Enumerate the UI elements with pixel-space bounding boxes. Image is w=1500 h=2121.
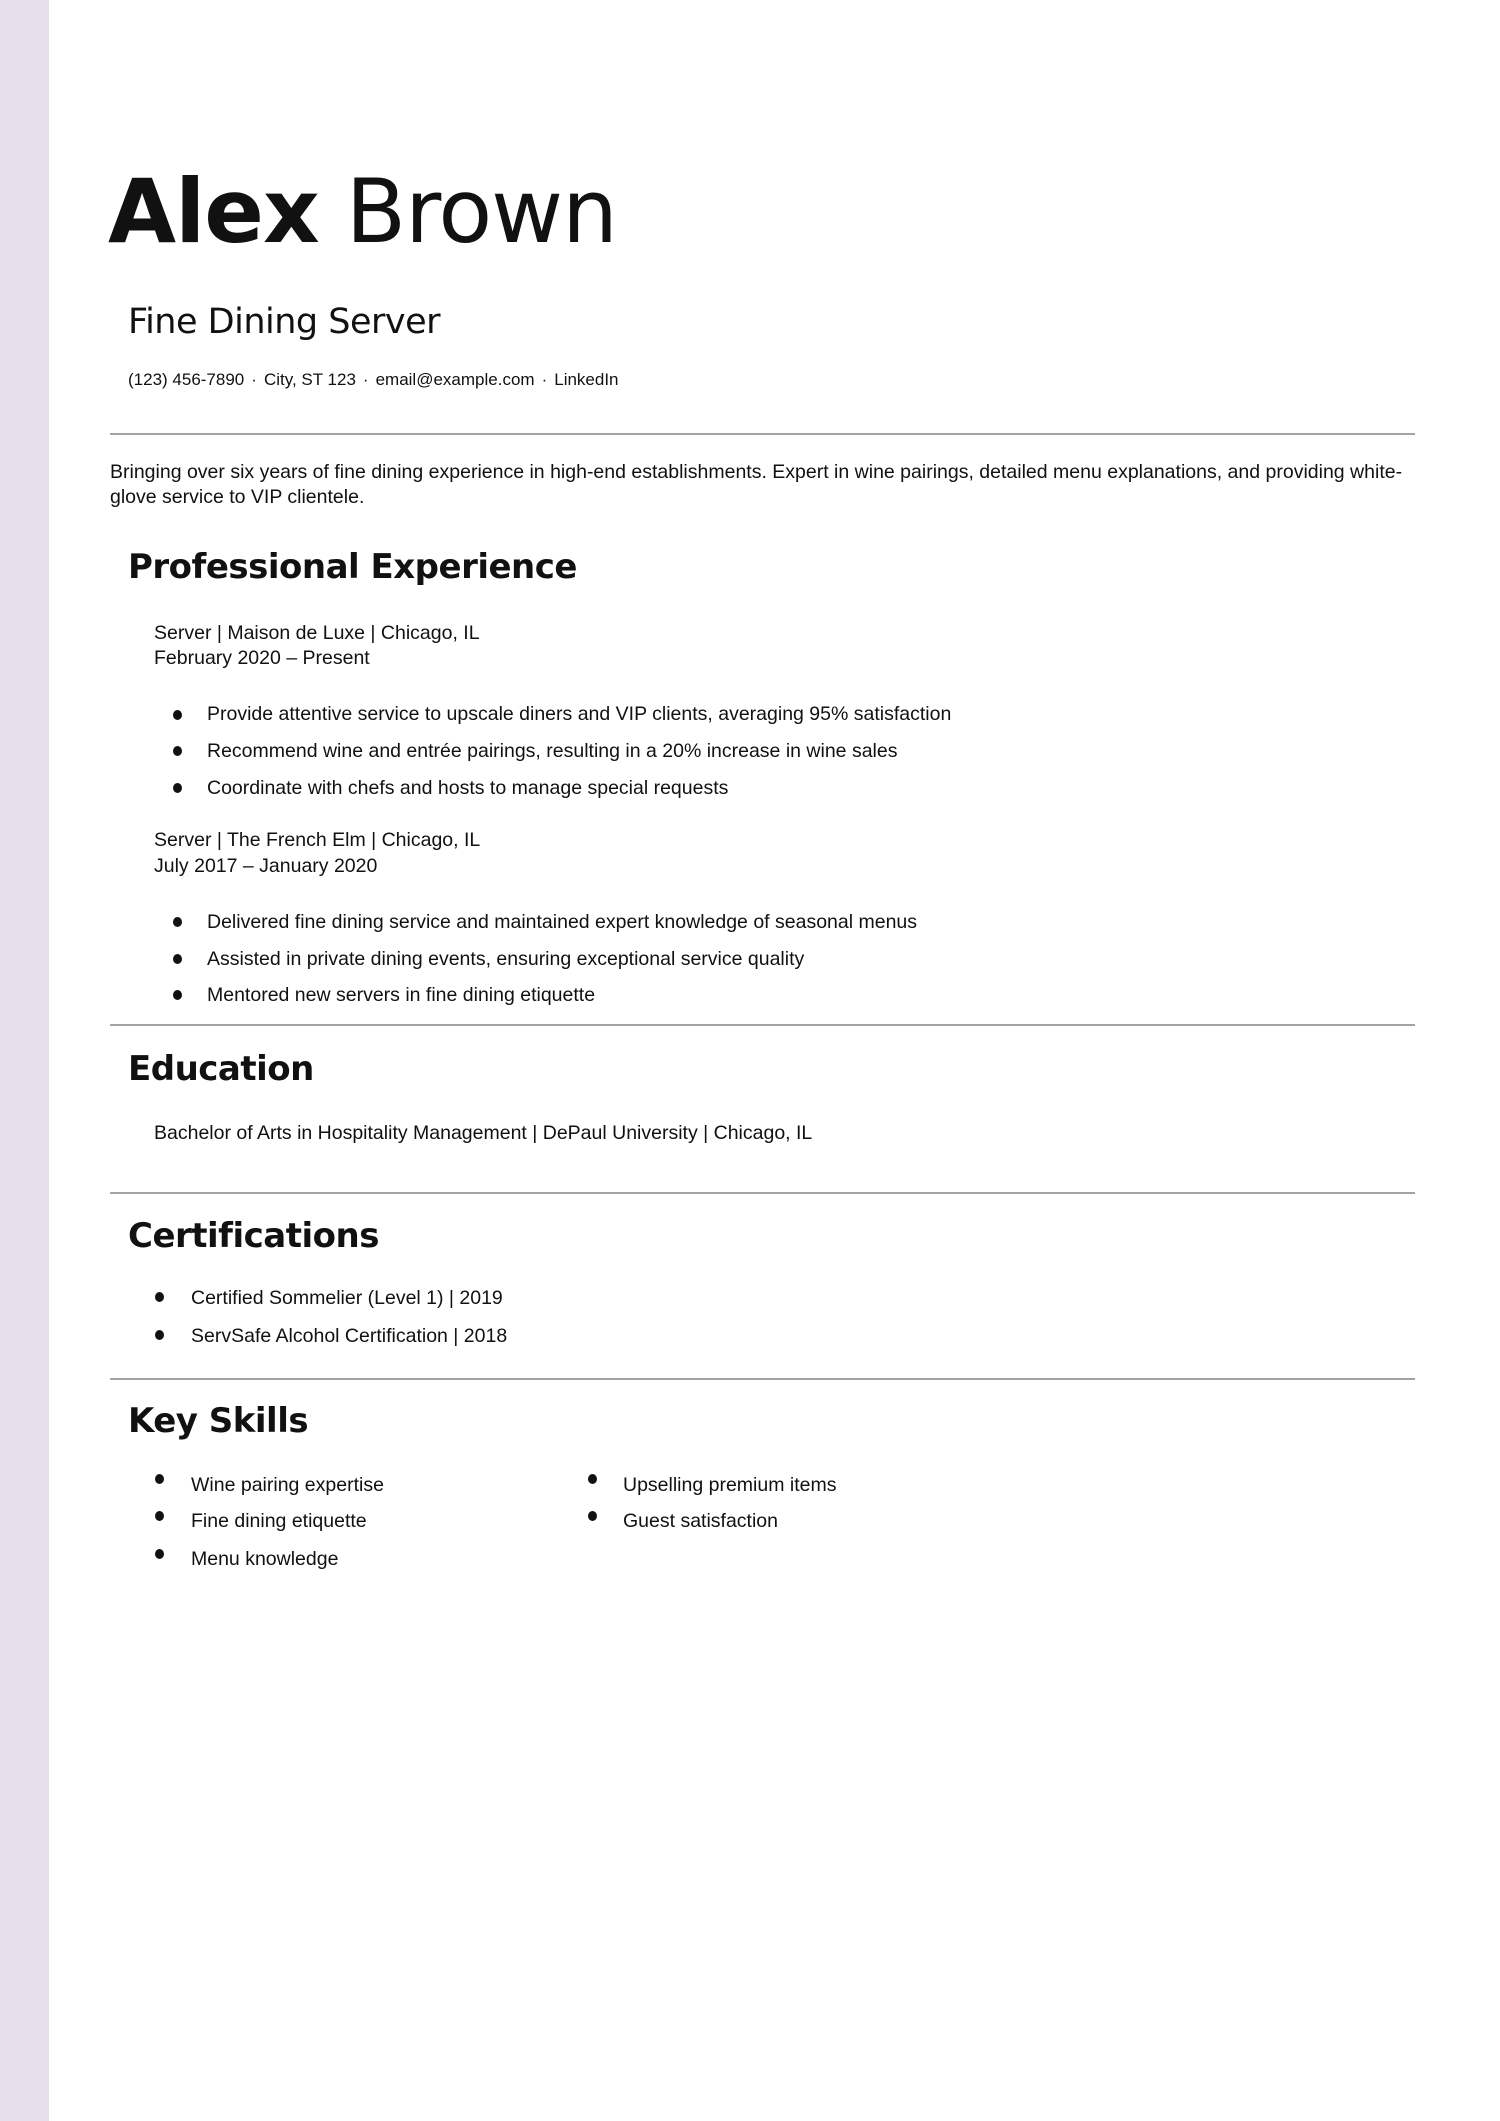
last-name: Brown bbox=[345, 160, 617, 263]
section-heading-certifications: Certifications bbox=[128, 1216, 379, 1256]
job-bullet: Delivered fine dining service and maintained expert knowledge of seasonal menus bbox=[207, 911, 918, 933]
job-bullet: Coordinate with chefs and hosts to manage special requests bbox=[207, 777, 729, 799]
email-link[interactable]: email@example.com bbox=[375, 370, 535, 389]
bullet-icon bbox=[173, 954, 182, 964]
skill-item: Fine dining etiquette bbox=[191, 1510, 367, 1532]
bullet-icon bbox=[155, 1474, 164, 1484]
first-name: Alex bbox=[108, 160, 319, 263]
section-heading-skills: Key Skills bbox=[128, 1401, 309, 1441]
bullet-icon bbox=[155, 1549, 164, 1559]
job-title: Fine Dining Server bbox=[128, 302, 441, 342]
bullet-icon bbox=[155, 1292, 164, 1302]
bullet-icon bbox=[173, 990, 182, 1000]
education-entry: Bachelor of Arts in Hospitality Management | DePaul University | Chicago, IL bbox=[154, 1122, 813, 1144]
bullet-icon bbox=[588, 1511, 597, 1521]
skill-item: Guest satisfaction bbox=[623, 1510, 778, 1532]
job-title-line: Server | The French Elm | Chicago, IL bbox=[154, 829, 481, 851]
divider bbox=[110, 433, 1415, 435]
skill-item: Menu knowledge bbox=[191, 1548, 339, 1570]
job-bullet: Mentored new servers in fine dining etiquette bbox=[207, 984, 596, 1006]
divider bbox=[110, 1024, 1415, 1026]
skill-item: Wine pairing expertise bbox=[191, 1474, 384, 1496]
bullet-icon bbox=[173, 746, 182, 756]
bullet-icon bbox=[173, 783, 182, 793]
section-heading-experience: Professional Experience bbox=[128, 547, 577, 587]
bullet-icon bbox=[173, 917, 182, 927]
summary: Bringing over six years of fine dining experience in high-end establishments. Expert in wine pairings, detailed menu explanations, and providing white-glove service to VIP clientele. bbox=[110, 461, 1403, 508]
separator: · bbox=[251, 370, 257, 389]
divider bbox=[110, 1378, 1415, 1380]
certification-item: Certified Sommelier (Level 1) | 2019 bbox=[191, 1287, 503, 1309]
job-dates: February 2020 – Present bbox=[154, 647, 370, 669]
bullet-icon bbox=[155, 1511, 164, 1521]
bullet-icon bbox=[588, 1474, 597, 1484]
bullet-icon bbox=[173, 710, 182, 720]
job-bullet: Assisted in private dining events, ensuring exceptional service quality bbox=[207, 948, 805, 970]
phone: (123) 456-7890 bbox=[128, 370, 245, 389]
separator: · bbox=[362, 370, 369, 389]
decorative-sidebar bbox=[0, 0, 49, 2121]
skill-item: Upselling premium items bbox=[623, 1474, 837, 1496]
certification-item: ServSafe Alcohol Certification | 2018 bbox=[191, 1325, 508, 1347]
job-bullet: Provide attentive service to upscale diners and VIP clients, averaging 95% satisfaction bbox=[207, 703, 952, 725]
candidate-name bbox=[108, 160, 617, 263]
section-heading-education: Education bbox=[128, 1049, 314, 1089]
job-dates: July 2017 – January 2020 bbox=[154, 855, 378, 877]
linkedin-link[interactable]: LinkedIn bbox=[554, 370, 619, 389]
job-bullet: Recommend wine and entrée pairings, resulting in a 20% increase in wine sales bbox=[207, 740, 898, 762]
separator: · bbox=[541, 370, 548, 389]
location: City, ST 123 bbox=[263, 370, 356, 389]
divider bbox=[110, 1192, 1415, 1194]
contact-line bbox=[128, 370, 619, 390]
job-title-line: Server | Maison de Luxe | Chicago, IL bbox=[154, 622, 480, 644]
bullet-icon bbox=[155, 1330, 164, 1340]
